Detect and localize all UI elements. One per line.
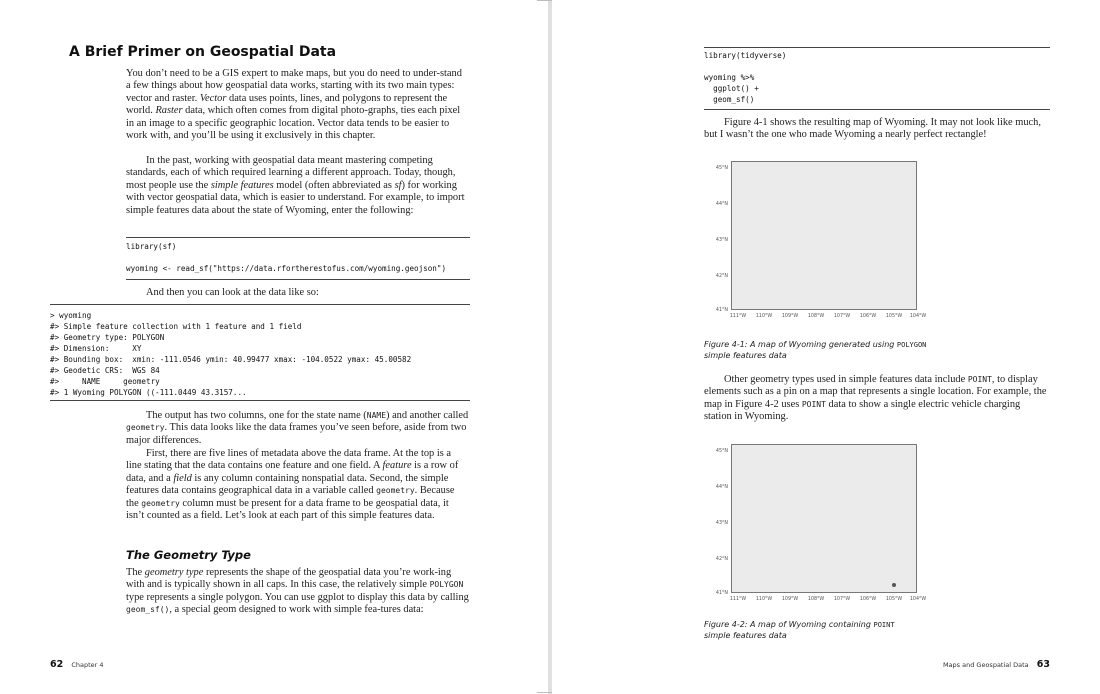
y-tick-label: 42°N — [715, 557, 728, 562]
x-tick-label: 108°W — [807, 314, 825, 319]
text-run: column must be present for a data frame to be geospatial data, it isn’t counted as a field. Let’s look at each part of this simple features data. — [126, 497, 449, 522]
text-run: In the past, working with geospatial data meant mastering competing standards, each of which required learning a different approach. Today, though, most people use the — [126, 155, 456, 191]
x-tick-label: 110°W — [755, 314, 773, 319]
output-columns-paragraph — [126, 410, 469, 447]
text-run: type represents a single polygon. You can use ggplot to display this data by calling — [126, 591, 469, 603]
section-heading: A Brief Primer on Geospatial Data — [69, 44, 337, 60]
y-tick-label: 45°N — [715, 449, 728, 454]
right-folio — [943, 659, 1050, 670]
code-rule-bottom — [704, 109, 1050, 110]
metadata-paragraph — [126, 448, 469, 522]
text-run: The — [126, 567, 145, 578]
figure-4-2-caption — [704, 620, 944, 641]
page-number: 62 — [50, 659, 64, 670]
x-tick-label: 109°W — [781, 314, 799, 319]
inline-code: geometry — [126, 423, 165, 433]
text-run: You don’t need to be a GIS expert to make maps, but you do need to under-stand a few things about how geospatial data works, starting with its two main types: vector and raster. — [126, 68, 462, 104]
x-tick-label: 111°W — [729, 597, 747, 602]
wyoming-point-map — [704, 440, 932, 620]
text-run: ) and another called — [386, 410, 469, 421]
y-tick-label: 42°N — [715, 274, 728, 279]
output-rule-top — [50, 304, 470, 305]
inline-code: POINT — [873, 621, 895, 629]
intro-paragraph — [126, 68, 469, 142]
point-geometry-paragraph — [704, 374, 1050, 424]
text-run: ) for working with vector geospatial data, which is easier to understand. For example, to import simple features data about the state of Wyoming, enter the following: — [126, 179, 465, 216]
y-tick-label: 44°N — [715, 202, 728, 207]
output-rule-bottom — [50, 400, 470, 401]
text-run: The output has two columns, one for the state name ( — [146, 410, 367, 421]
wyoming-output-code: > wyoming #> Simple feature collection with 1 feature and 1 field #> Geometry type: POLYGON #> Dimension: XY #> Bounding box: xmin: -111.0546 ymin: 40.99477 xmax: -104.0522 ymax: 45.00582 #> Geodetic CRS: WGS 84 #> NAME geometry #> 1 Wyoming POLYGON ((-111.0449 43.3157... — [50, 311, 412, 397]
page-number: 63 — [1036, 659, 1050, 670]
inline-code: geometry — [376, 486, 415, 496]
x-tick-label: 106°W — [859, 314, 877, 319]
y-tick-label: 41°N — [715, 308, 728, 313]
inline-code: geom_sf() — [126, 605, 170, 615]
simple-features-paragraph — [126, 155, 469, 217]
italic-term: sf — [394, 179, 402, 191]
text-run: . This data looks like the data frames you’ve seen before, aside from two major differences. — [126, 422, 467, 446]
text-run: Figure 4-1: A map of Wyoming generated using — [704, 340, 897, 349]
code-rule-top — [704, 47, 1050, 48]
text-run: represents the shape of the geospatial data you’re work-ing with and is typically shown in all caps. In this case, the relatively simple — [126, 567, 452, 591]
figure-intro-paragraph: Figure 4-1 shows the resulting map of Wyoming. It may not look like much, but I wasn’t the one who made Wyoming a nearly perfect rectangle! — [704, 117, 1041, 141]
text-run: data uses points, lines, and polygons to represent the world. — [126, 92, 448, 117]
inline-code: NAME — [366, 411, 387, 420]
running-footer: Maps and Geospatial Data — [942, 661, 1029, 669]
running-footer: Chapter 4 — [71, 661, 104, 669]
y-tick-label: 43°N — [715, 521, 728, 526]
text-run: data to show a single electric vehicle charging station in Wyoming. — [704, 398, 1021, 423]
geometry-type-paragraph — [126, 567, 469, 617]
text-run: . Because the — [126, 485, 455, 509]
y-tick-label: 45°N — [715, 166, 728, 171]
text-run: Figure 4-2: A map of Wyoming containing — [704, 620, 874, 629]
read-sf-code: library(sf) wyoming <- read_sf("https://data.rfortherestofus.com/wyoming.geojson") — [126, 242, 447, 273]
italic-term: Raster — [155, 105, 183, 117]
text-run: data, which often comes from digital photo-graphs, ties each pixel in an image to a specific geographic location. Vector data tends to be easier to work with, and you’ll be using it exclusively in this chapter. — [126, 105, 461, 142]
text-run: is a row of data, and a — [126, 460, 459, 484]
x-tick-label: 108°W — [807, 597, 825, 602]
charging-station-point — [892, 583, 896, 587]
inline-code: POINT — [801, 399, 826, 409]
inline-code: geometry — [141, 498, 180, 508]
x-tick-label: 105°W — [885, 314, 903, 319]
x-tick-label: 107°W — [833, 597, 851, 602]
inline-code: POINT — [967, 375, 992, 384]
subsection-heading: The Geometry Type — [126, 548, 251, 562]
inline-code: POLYGON — [429, 580, 464, 590]
x-tick-label: 104°W — [909, 597, 927, 602]
text-run: First, there are five lines of metadata above the data frame. At the top is a line stating that the data contains one feature and one field. A — [126, 448, 451, 472]
x-tick-label: 109°W — [781, 597, 799, 602]
x-tick-label: 104°W — [909, 314, 927, 319]
x-tick-label: 106°W — [859, 597, 877, 602]
x-tick-label: 111°W — [729, 314, 747, 319]
text-run: model (often abbreviated as — [273, 179, 395, 191]
figure-4-1-caption — [704, 340, 944, 361]
x-tick-label: 110°W — [755, 597, 773, 602]
y-tick-label: 41°N — [715, 591, 728, 596]
text-run: simple features data — [704, 630, 787, 640]
italic-term: field — [173, 472, 192, 484]
italic-term: feature — [382, 460, 412, 472]
code-rule-bottom — [126, 279, 470, 280]
x-tick-label: 107°W — [833, 314, 851, 319]
code-rule-top — [126, 237, 470, 238]
wyoming-polygon-map — [704, 157, 932, 337]
inline-code: POLYGON — [896, 341, 927, 349]
text-run: Other geometry types used in simple features data include — [724, 374, 968, 385]
map-panel — [731, 161, 917, 310]
text-run: simple features data — [704, 350, 787, 360]
italic-term: geometry type — [144, 567, 204, 578]
x-tick-label: 105°W — [885, 597, 903, 602]
y-tick-label: 44°N — [715, 485, 728, 490]
ggplot-code: library(tidyverse) wyoming %>% ggplot() + geom_sf() — [704, 51, 787, 104]
italic-term: simple features — [210, 179, 274, 191]
text-run: , to display elements such as a pin on a map that represents a single location. For example, the map in Figure 4-2 uses — [704, 374, 1047, 410]
italic-term: Vector — [199, 92, 227, 104]
look-at-data-paragraph: And then you can look at the data like so: — [146, 287, 319, 298]
text-run: , a special geom designed to work with simple fea-tures data: — [169, 604, 424, 616]
left-folio — [50, 659, 104, 670]
y-tick-label: 43°N — [715, 238, 728, 243]
map-panel — [731, 444, 917, 593]
text-run: is any column containing nonspatial data. Second, the simple features data contains geographical data in a variable called — [126, 472, 449, 497]
